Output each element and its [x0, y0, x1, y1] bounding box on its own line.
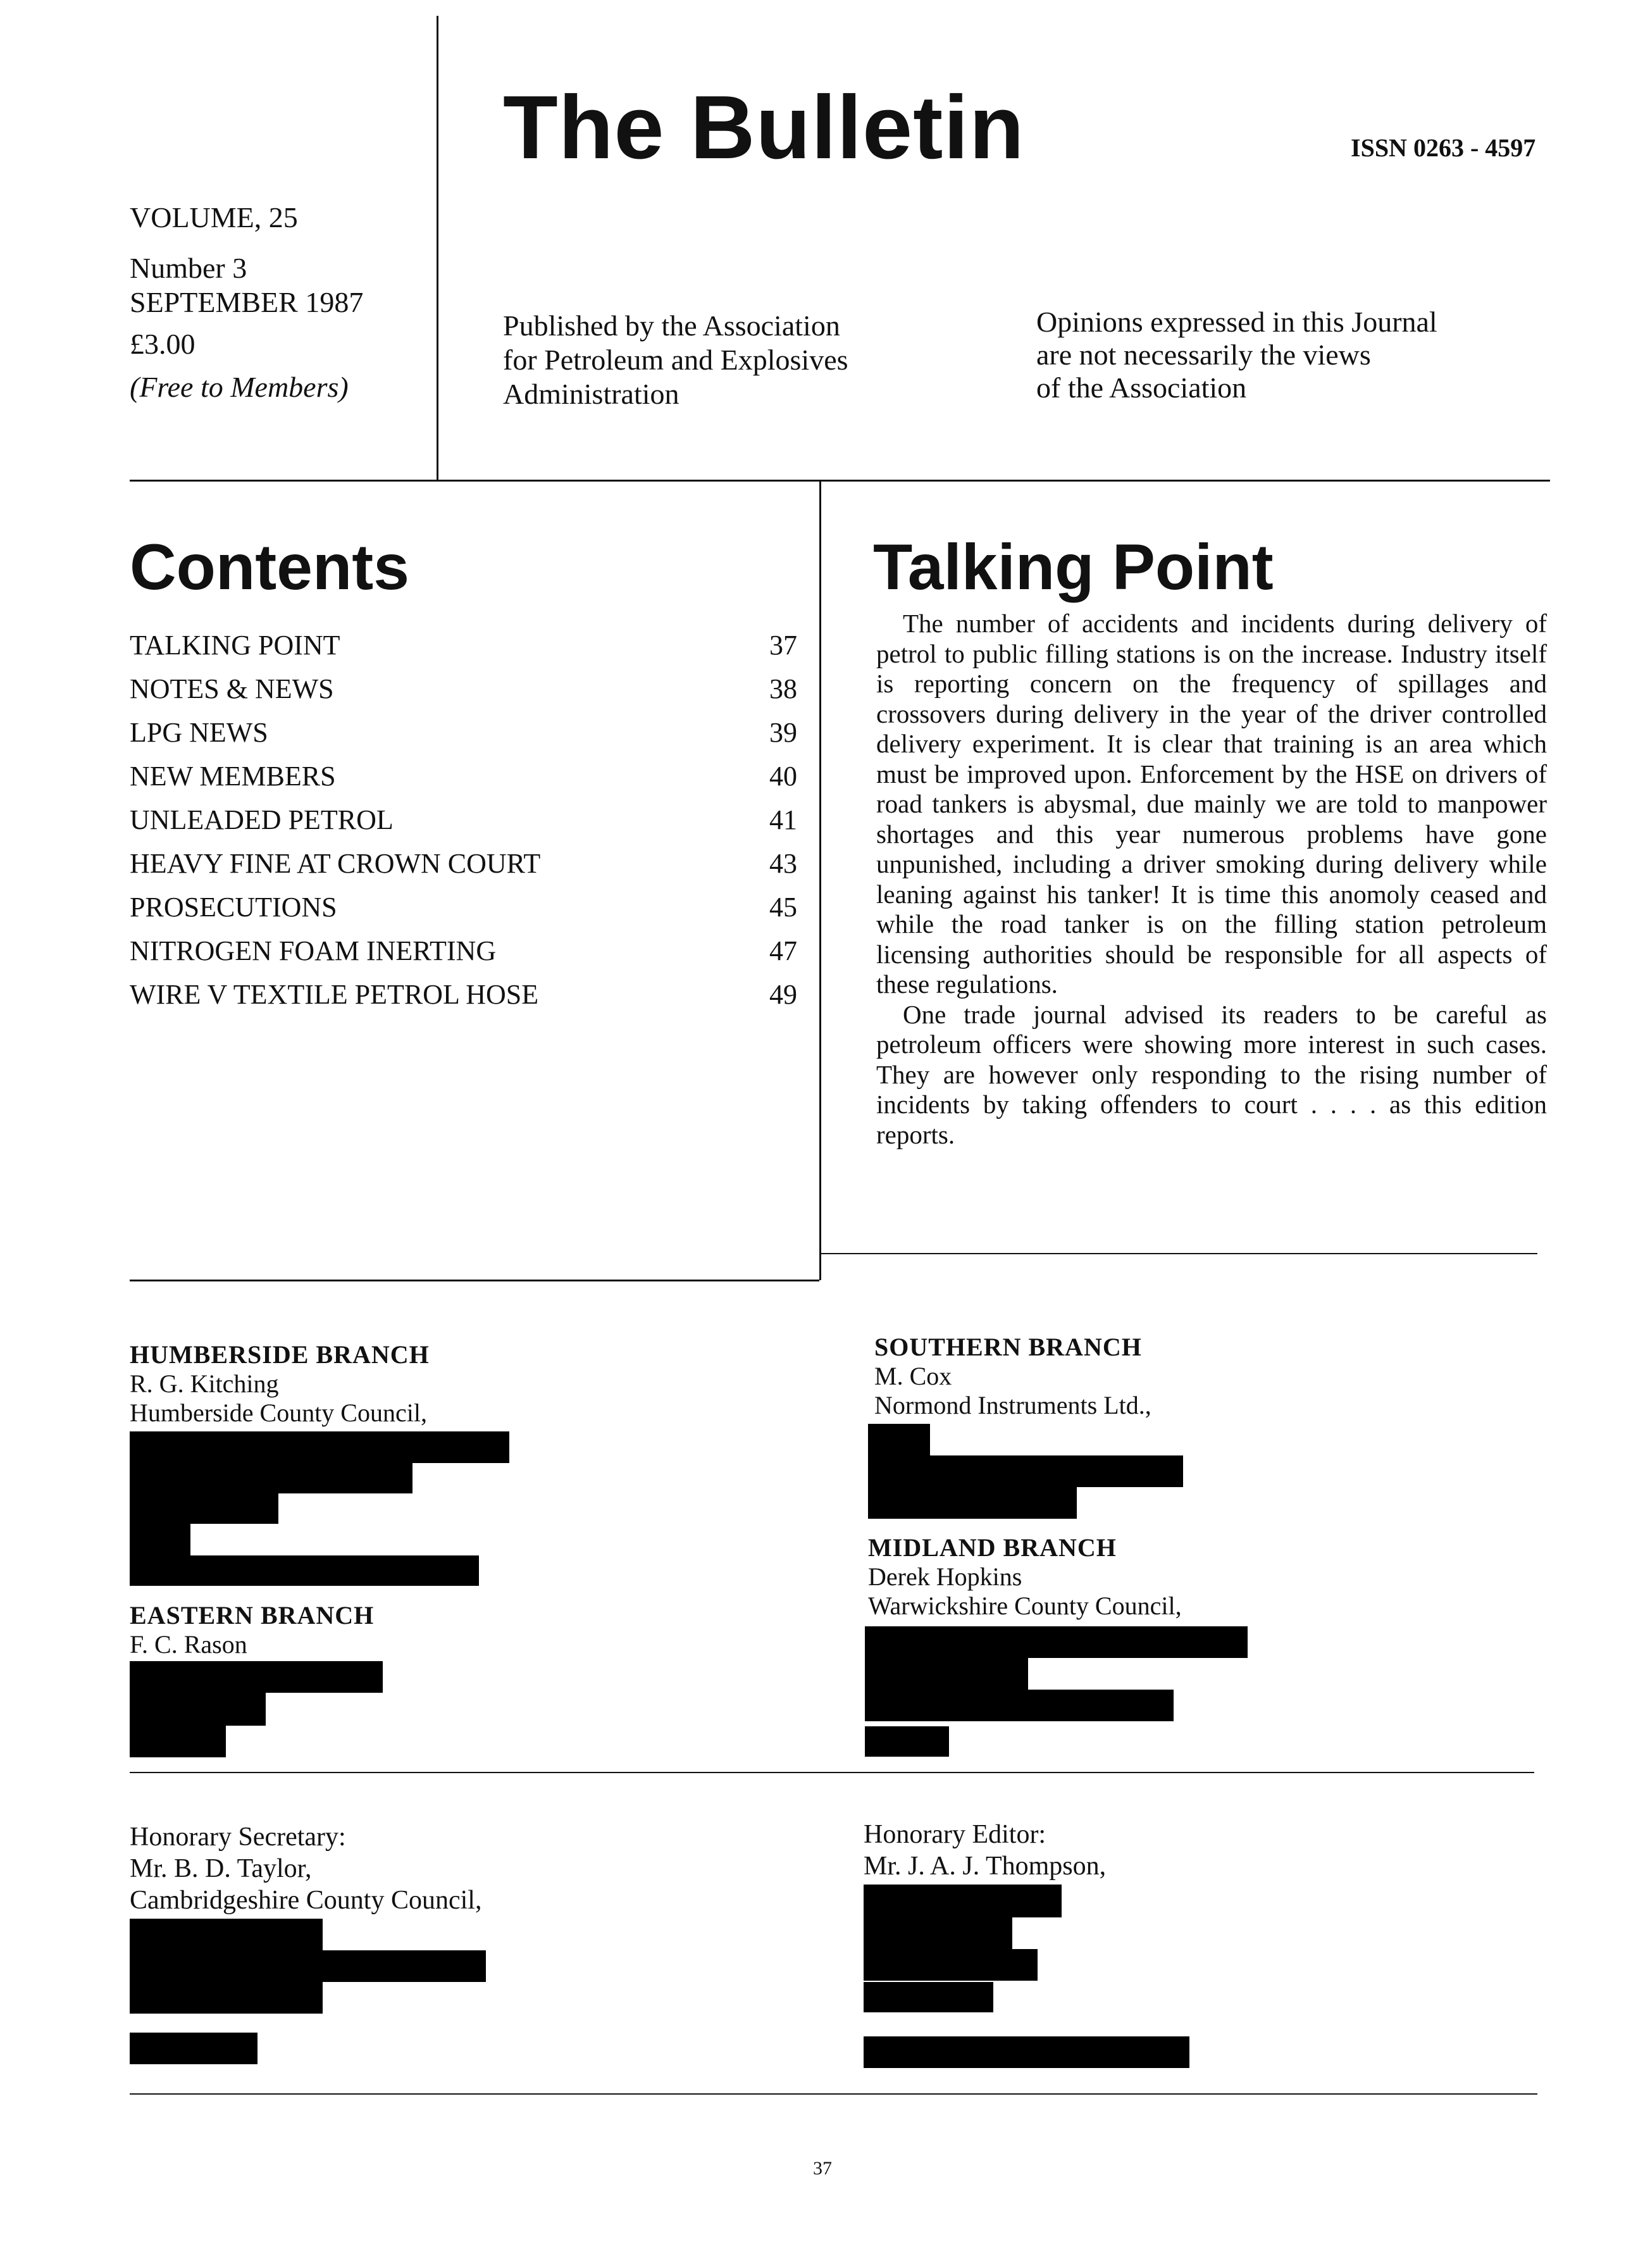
officer-org: Cambridgeshire County Council, — [130, 1886, 482, 1915]
redaction-block — [130, 1524, 190, 1555]
disclaimer-line: are not necessarily the views — [1036, 339, 1371, 371]
branches-bottom-rule — [130, 1772, 1534, 1773]
disclaimer-line: of the Association — [1036, 371, 1247, 404]
redaction-block — [868, 1487, 1077, 1519]
toc-item[interactable]: NITROGEN FOAM INERTING 47 — [130, 935, 797, 966]
redaction-block — [130, 1463, 412, 1493]
branch-org: Warwickshire County Council, — [868, 1592, 1182, 1620]
branch-name: SOUTHERN BRANCH — [874, 1333, 1142, 1361]
honorary-editor — [864, 1819, 1106, 1882]
publisher-line: Published by the Association — [503, 309, 840, 342]
officer-role: Honorary Editor: — [864, 1820, 1046, 1849]
branch-name: EASTERN BRANCH — [130, 1601, 375, 1629]
redaction-block — [130, 1431, 509, 1463]
publication-title: The Bulletin — [503, 77, 1025, 178]
article-paragraph: The number of accidents and incidents during delivery of petrol to public filling stations is on the increase. Industry itself is reporting concern on the frequency of spillages and crossovers during delivery in the year of the driver controlled delivery experiment. It is clear that training is an area which must be improved upon. Enforcement by the HSE on drivers of road tankers is abysmal, due mainly we are told to manpower shortages and this year numerous problems have gone unpunished, including a driver smoking during delivery while leaning against his tanker! It is time this anomoly ceased and while the road tanker is on the filling station petroleum licensing authorities should be responsible for all aspects of these regulations. — [876, 609, 1547, 999]
redaction-block — [130, 1661, 383, 1693]
issue-info — [130, 196, 363, 409]
branch-name: MIDLAND BRANCH — [868, 1533, 1117, 1562]
humberside-branch — [130, 1340, 430, 1428]
branch-contact: Derek Hopkins — [868, 1562, 1022, 1591]
issue-number: Number 3 — [130, 252, 247, 284]
officer-name: Mr. J. A. J. Thompson, — [864, 1852, 1107, 1881]
contents-bottom-rule — [130, 1280, 819, 1281]
officer-role: Honorary Secretary: — [130, 1822, 346, 1852]
publisher-note — [503, 309, 946, 411]
free-note: (Free to Members) — [130, 371, 349, 403]
redaction-block — [130, 2033, 257, 2064]
redaction-block — [865, 1658, 1028, 1690]
publisher-line: for Petroleum and Explosives — [503, 344, 848, 376]
redaction-block — [130, 1693, 266, 1726]
branch-org: Normond Instruments Ltd., — [874, 1391, 1151, 1419]
redaction-block — [864, 2036, 1189, 2068]
redaction-block — [865, 1626, 1248, 1658]
toc-item[interactable]: LPG NEWS 39 — [130, 717, 797, 748]
talking-point-article — [876, 609, 1547, 1150]
honorary-secretary — [130, 1821, 481, 1916]
branch-name: HUMBERSIDE BRANCH — [130, 1340, 430, 1369]
redaction-block — [130, 1555, 479, 1586]
footer-rule — [130, 2093, 1537, 2095]
disclaimer — [1036, 306, 1437, 404]
publisher-line: Administration — [503, 378, 679, 410]
redaction-block — [868, 1424, 930, 1455]
officer-name: Mr. B. D. Taylor, — [130, 1854, 312, 1883]
article-paragraph: One trade journal advised its readers to be careful as petroleum officers were showing more interest in such cases. They are however only responding to the rising number of incidents by taking offenders to court . . . . as this edition reports. — [876, 999, 1547, 1149]
redaction-block — [130, 1919, 323, 1950]
page-number: 37 — [813, 2158, 832, 2179]
branch-contact: F. C. Rason — [130, 1630, 247, 1659]
contents-heading: Contents — [130, 531, 409, 603]
redaction-block — [868, 1455, 1183, 1487]
talking-point-heading: Talking Point — [873, 531, 1274, 603]
volume: VOLUME, 25 — [130, 201, 298, 234]
redaction-block — [864, 1982, 993, 2012]
disclaimer-line: Opinions expressed in this Journal — [1036, 306, 1437, 338]
toc-item[interactable]: NEW MEMBERS 40 — [130, 761, 797, 792]
southern-branch — [874, 1333, 1151, 1420]
talking-point-bottom-rule — [819, 1253, 1537, 1254]
toc-item[interactable]: HEAVY FINE AT CROWN COURT 43 — [130, 848, 797, 879]
price: £3.00 — [130, 328, 195, 360]
branch-org: Humberside County Council, — [130, 1399, 427, 1427]
issn: ISSN 0263 - 4597 — [1351, 134, 1536, 162]
toc-item[interactable]: UNLEADED PETROL 41 — [130, 804, 797, 835]
table-of-contents — [130, 623, 797, 1016]
redaction-block — [864, 1917, 1012, 1949]
redaction-block — [130, 1982, 323, 2014]
toc-item[interactable]: NOTES & NEWS 38 — [130, 673, 797, 704]
redaction-block — [864, 1949, 1038, 1981]
issue-date: SEPTEMBER 1987 — [130, 286, 364, 318]
branch-contact: M. Cox — [874, 1362, 952, 1390]
redaction-block — [130, 1493, 278, 1524]
masthead-divider — [437, 16, 438, 481]
toc-item[interactable]: PROSECUTIONS 45 — [130, 892, 797, 923]
section-divider — [819, 480, 821, 1280]
redaction-block — [864, 1885, 1062, 1917]
toc-item[interactable]: WIRE V TEXTILE PETROL HOSE 49 — [130, 979, 797, 1010]
redaction-block — [130, 1950, 486, 1982]
midland-branch — [868, 1533, 1182, 1621]
masthead-bottom-rule — [130, 480, 1550, 482]
toc-item[interactable]: TALKING POINT 37 — [130, 630, 797, 661]
redaction-block — [865, 1726, 949, 1757]
redaction-block — [130, 1726, 226, 1757]
eastern-branch — [130, 1601, 374, 1659]
redaction-block — [865, 1690, 1174, 1721]
branch-contact: R. G. Kitching — [130, 1369, 279, 1398]
